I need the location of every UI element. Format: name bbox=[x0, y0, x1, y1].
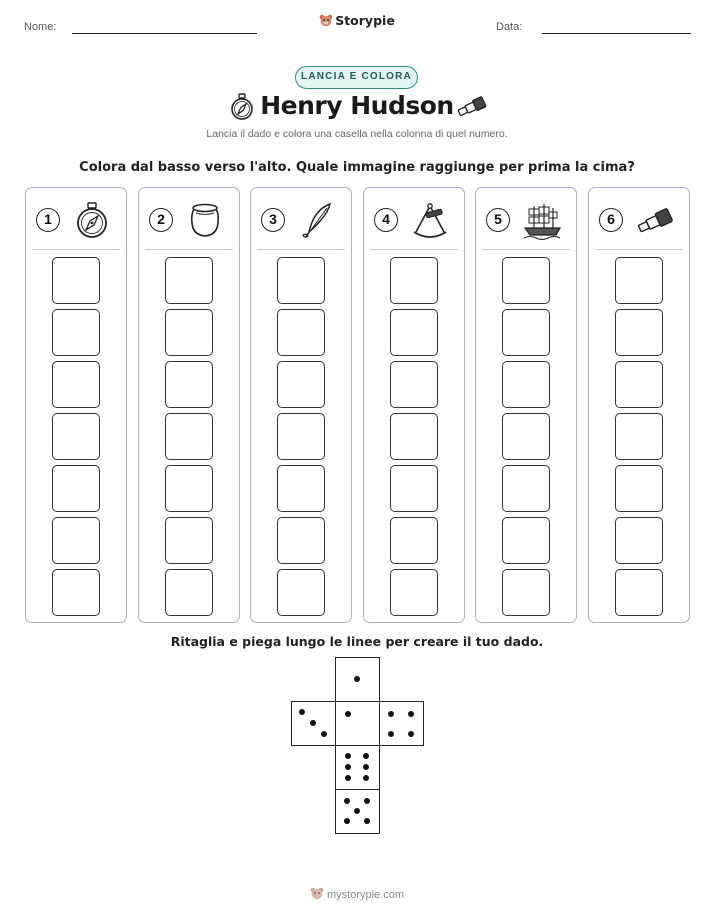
color-cell[interactable] bbox=[165, 465, 213, 512]
die-pip bbox=[388, 731, 394, 737]
number-circle: 4 bbox=[374, 208, 398, 232]
color-cell[interactable] bbox=[390, 465, 438, 512]
die-pip bbox=[354, 808, 360, 814]
bear-logo-icon bbox=[319, 14, 333, 27]
color-cell[interactable] bbox=[165, 569, 213, 616]
column-header bbox=[374, 202, 454, 240]
die-pip bbox=[345, 711, 351, 717]
column-5 bbox=[475, 187, 577, 623]
footer-url[interactable]: mystorypie.com bbox=[326, 889, 405, 901]
telescope-icon bbox=[455, 95, 489, 119]
color-cell[interactable] bbox=[277, 465, 325, 512]
column-divider bbox=[32, 249, 120, 250]
color-cell[interactable] bbox=[52, 465, 100, 512]
column-header bbox=[599, 202, 679, 240]
column-2 bbox=[138, 187, 240, 623]
color-cell[interactable] bbox=[502, 361, 550, 408]
color-cell[interactable] bbox=[615, 569, 663, 616]
color-cell[interactable] bbox=[165, 361, 213, 408]
die-face-1 bbox=[335, 701, 380, 746]
column-6 bbox=[588, 187, 690, 623]
color-cell[interactable] bbox=[502, 309, 550, 356]
color-cell[interactable] bbox=[390, 413, 438, 460]
die-pip bbox=[299, 709, 305, 715]
color-cell[interactable] bbox=[615, 465, 663, 512]
color-cell[interactable] bbox=[277, 517, 325, 564]
number-circle: 5 bbox=[486, 208, 510, 232]
color-cell[interactable] bbox=[615, 413, 663, 460]
column-divider bbox=[257, 249, 345, 250]
column-header bbox=[149, 202, 229, 240]
color-cell[interactable] bbox=[502, 413, 550, 460]
die-face-3 bbox=[291, 701, 336, 746]
color-cell[interactable] bbox=[165, 257, 213, 304]
color-cell[interactable] bbox=[390, 569, 438, 616]
brand-name: Storypie bbox=[335, 13, 395, 28]
die-pip bbox=[345, 775, 351, 781]
column-3 bbox=[250, 187, 352, 623]
jar-icon bbox=[185, 202, 225, 240]
number-circle: 3 bbox=[261, 208, 285, 232]
page-title: Henry Hudson bbox=[260, 91, 454, 120]
die-pip bbox=[344, 818, 350, 824]
number-circle: 1 bbox=[36, 208, 60, 232]
bear-logo-icon bbox=[310, 887, 324, 900]
color-cell[interactable] bbox=[390, 309, 438, 356]
color-cell[interactable] bbox=[615, 361, 663, 408]
column-4 bbox=[363, 187, 465, 623]
color-cell[interactable] bbox=[277, 413, 325, 460]
die-pip bbox=[408, 731, 414, 737]
name-field-line[interactable] bbox=[72, 33, 257, 34]
color-cell[interactable] bbox=[52, 361, 100, 408]
name-label: Nome: bbox=[24, 21, 57, 33]
die-pip bbox=[363, 753, 369, 759]
column-header bbox=[36, 202, 116, 240]
die-pip bbox=[408, 711, 414, 717]
color-cell[interactable] bbox=[277, 361, 325, 408]
die-pip bbox=[354, 676, 360, 682]
color-cell[interactable] bbox=[502, 569, 550, 616]
ship-icon bbox=[522, 202, 562, 240]
die-pip bbox=[310, 720, 316, 726]
column-divider bbox=[595, 249, 683, 250]
color-cell[interactable] bbox=[52, 517, 100, 564]
compass-icon bbox=[72, 202, 112, 240]
quill-icon bbox=[297, 202, 337, 240]
column-1 bbox=[25, 187, 127, 623]
number-circle: 2 bbox=[149, 208, 173, 232]
color-cell[interactable] bbox=[165, 413, 213, 460]
die-pip bbox=[321, 731, 327, 737]
die-face-5 bbox=[335, 789, 380, 834]
sextant-icon bbox=[410, 202, 450, 240]
color-cell[interactable] bbox=[165, 517, 213, 564]
column-divider bbox=[482, 249, 570, 250]
cut-instructions: Ritaglia e piega lungo le linee per creare il tuo dado. bbox=[170, 634, 544, 649]
color-cell[interactable] bbox=[52, 309, 100, 356]
die-pip bbox=[344, 798, 350, 804]
color-cell[interactable] bbox=[52, 257, 100, 304]
footer bbox=[0, 887, 714, 901]
color-cell[interactable] bbox=[277, 569, 325, 616]
date-label: Data: bbox=[496, 21, 523, 33]
die-pip bbox=[364, 818, 370, 824]
die-face-1 bbox=[335, 657, 380, 702]
color-cell[interactable] bbox=[390, 517, 438, 564]
color-cell[interactable] bbox=[52, 413, 100, 460]
telescope-icon bbox=[635, 202, 675, 240]
question-text: Colora dal basso verso l'alto. Quale immagine raggiunge per prima la cima? bbox=[79, 160, 635, 175]
die-pip bbox=[363, 764, 369, 770]
color-cell[interactable] bbox=[615, 517, 663, 564]
column-header bbox=[486, 202, 566, 240]
column-divider bbox=[145, 249, 233, 250]
color-cell[interactable] bbox=[390, 257, 438, 304]
die-pip bbox=[364, 798, 370, 804]
column-divider bbox=[370, 249, 458, 250]
color-cell[interactable] bbox=[615, 257, 663, 304]
color-cell[interactable] bbox=[277, 309, 325, 356]
die-pip bbox=[363, 775, 369, 781]
color-cell[interactable] bbox=[615, 309, 663, 356]
die-face-4 bbox=[379, 701, 424, 746]
color-cell[interactable] bbox=[502, 257, 550, 304]
color-cell[interactable] bbox=[390, 361, 438, 408]
subtitle: Lancia il dado e colora una casella nella colonna di quel numero. bbox=[206, 128, 508, 140]
brand-logo bbox=[0, 13, 714, 28]
date-field-line[interactable] bbox=[542, 33, 691, 34]
color-cell[interactable] bbox=[165, 309, 213, 356]
color-cell[interactable] bbox=[277, 257, 325, 304]
number-circle: 6 bbox=[599, 208, 623, 232]
die-pip bbox=[345, 764, 351, 770]
color-cell[interactable] bbox=[502, 465, 550, 512]
die-pip bbox=[345, 753, 351, 759]
column-header bbox=[261, 202, 341, 240]
color-cell[interactable] bbox=[52, 569, 100, 616]
die-face-6 bbox=[335, 745, 380, 790]
activity-badge: LANCIA E COLORA bbox=[295, 66, 418, 89]
die-pip bbox=[388, 711, 394, 717]
color-cell[interactable] bbox=[502, 517, 550, 564]
